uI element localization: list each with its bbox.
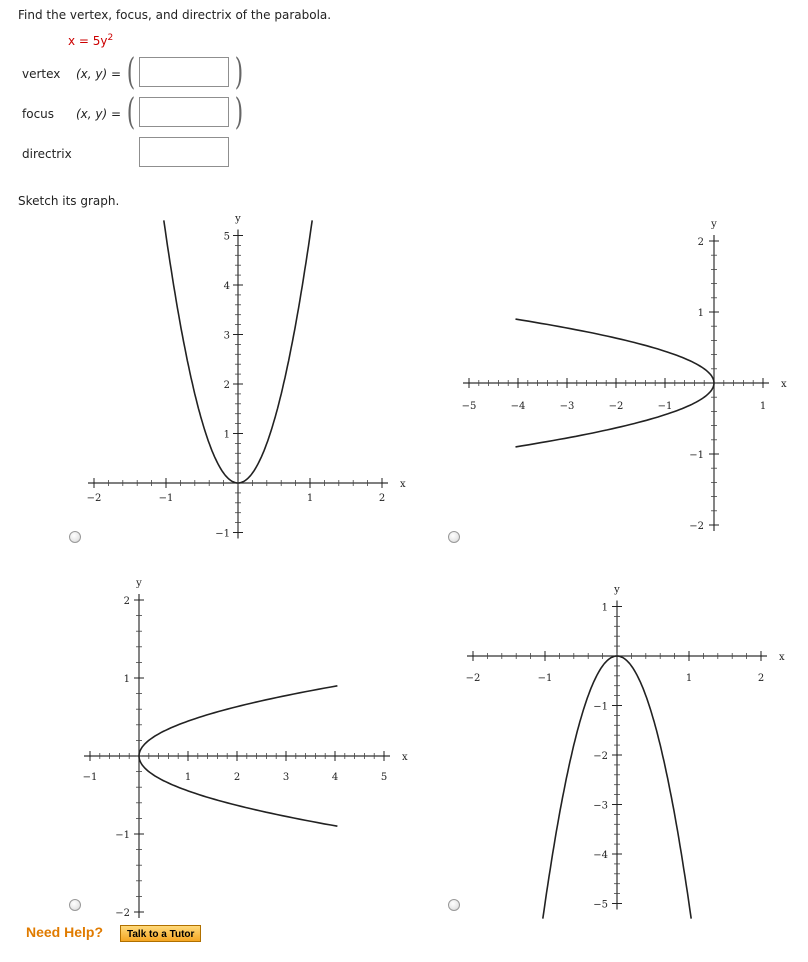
y-axis-label: y	[711, 219, 717, 230]
y-tick-label: 2	[223, 380, 230, 391]
x-tick-label: 5	[380, 772, 388, 783]
x-axis-label: x	[779, 652, 785, 663]
y-tick-label: 4	[223, 281, 230, 292]
y-tick-label: −1	[115, 830, 130, 841]
y-tick-label: 3	[223, 330, 230, 342]
y-tick-label: 1	[601, 602, 608, 614]
x-tick-label: 1	[685, 673, 693, 684]
y-tick-label: −5	[593, 899, 608, 911]
y-tick-label: 1	[697, 308, 704, 319]
y-tick-label: 2	[123, 596, 130, 607]
x-tick-label: 3	[282, 772, 290, 783]
equation-text: x = 5y	[68, 34, 108, 48]
radio-option-c[interactable]	[69, 899, 81, 911]
x-tick-label: −2	[608, 401, 624, 412]
focus-label: focus	[22, 107, 55, 121]
instructions: Find the vertex, focus, and directrix of the parabola.	[18, 8, 332, 22]
y-tick-label: −2	[593, 751, 608, 762]
x-tick-label: 2	[378, 493, 386, 504]
vertex-label: vertex	[22, 67, 61, 81]
focus-right-paren: )	[234, 92, 244, 133]
y-axis-label: y	[235, 213, 241, 225]
vertex-right-paren: )	[234, 52, 244, 93]
directrix-label: directrix	[22, 147, 72, 161]
x-tick-label: 2	[233, 772, 241, 783]
x-tick-label: −1	[657, 401, 673, 412]
x-axis-label: x	[402, 752, 408, 763]
x-tick-label: −2	[86, 493, 102, 504]
focus-left-paren: (	[126, 92, 136, 133]
y-tick-label: −1	[593, 701, 608, 713]
graph-option-d	[466, 585, 785, 919]
y-tick-label: 1	[223, 429, 230, 441]
x-tick-label: −1	[82, 772, 98, 783]
x-tick-label: −5	[461, 401, 477, 412]
x-tick-label: 4	[331, 772, 339, 783]
x-tick-label: −1	[537, 673, 553, 684]
y-tick-label: 1	[123, 674, 130, 685]
focus-coord-label: (x, y) =	[76, 107, 122, 121]
sketch-prompt: Sketch its graph.	[18, 194, 120, 208]
y-tick-label: −4	[593, 850, 608, 861]
y-tick-label: 5	[223, 231, 230, 243]
y-tick-label: 2	[697, 237, 704, 248]
y-tick-label: −2	[689, 521, 704, 532]
radio-option-b[interactable]	[448, 531, 460, 543]
x-axis-label: x	[400, 479, 406, 490]
graph-option-c	[83, 578, 408, 919]
y-axis-label: y	[136, 578, 142, 589]
x-tick-label: −1	[158, 493, 174, 504]
y-tick-label: −1	[215, 528, 230, 540]
vertex-coord-label: (x, y) =	[76, 67, 122, 81]
x-tick-label: 1	[306, 493, 314, 504]
y-axis-label: y	[614, 584, 620, 596]
y-tick-label: −2	[115, 908, 130, 919]
x-axis-label: x	[781, 379, 787, 390]
radio-option-d[interactable]	[448, 899, 460, 911]
x-tick-label: 1	[184, 772, 192, 783]
y-tick-label: −3	[593, 800, 608, 812]
talk-to-tutor-button[interactable]: Talk to a Tutor	[120, 925, 201, 942]
y-tick-label: −1	[689, 450, 704, 461]
graph-option-a	[87, 214, 406, 540]
x-tick-label: −2	[465, 673, 481, 684]
x-tick-label: 2	[757, 673, 765, 684]
x-tick-label: −3	[559, 401, 575, 412]
radio-option-a[interactable]	[69, 531, 81, 543]
vertex-left-paren: (	[126, 52, 136, 93]
x-tick-label: −4	[510, 401, 526, 412]
x-tick-label: 1	[759, 401, 767, 412]
equation-exponent: 2	[107, 33, 114, 43]
need-help-label: Need Help?	[26, 924, 104, 940]
graph-option-b	[462, 219, 787, 532]
